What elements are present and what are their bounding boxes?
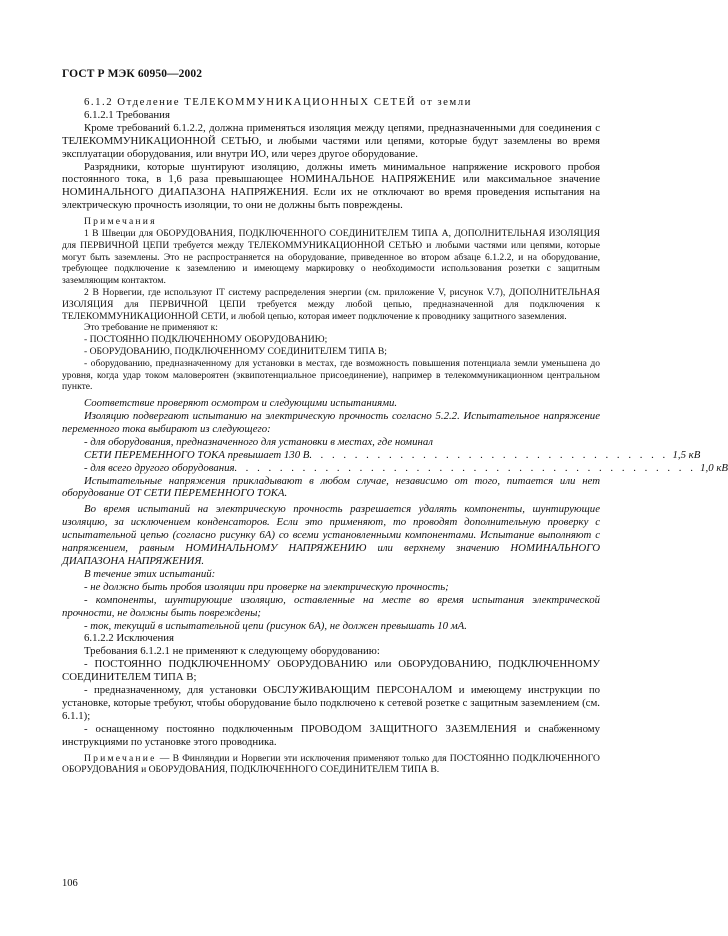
subsection-title: 6.1.2.1 Требования	[84, 108, 170, 121]
compliance-text: В течение этих испытаний:	[84, 567, 216, 580]
compliance-text: - для оборудования, предназначенного для установки в местах, где номинал	[84, 435, 433, 448]
section-heading	[62, 96, 600, 109]
note: 1 В Швеции для ОБОРУДОВАНИЯ, ПОДКЛЮЧЕННОГО СОЕДИНИТЕЛЕМ ТИПА А, ДОПОЛНИТЕЛЬНАЯ ИЗОЛЯЦИЯ для ПЕРВИЧНОЙ ЦЕПИ требуется между ТЕЛЕКОММУНИКАЦИОННОЙ СЕТЬЮ и любыми частями или цепями, которые могут быть заземлены. Это не распространяется на оборудование, приведенное во втором абзаце 6.1.2.2, и на оборудование, требующее подключение к заземлению и имеющему маркировку о необходимости использования розетки с защитным заземляющим контактом.	[62, 227, 600, 287]
note-line: - оборудованию, предназначенному для установки в местах, где возможность повышения потенциала земли уменьшена до уровня, когда удар током маловероятен (эквипотенциальное присоединение), например в телекоммуникационном центральном пункте.	[62, 357, 600, 393]
voltage-row-value: 1,5 кВ	[672, 448, 701, 461]
compliance-text: - ток, текущий в испытательной цепи (рисунок 6А), не должен превышать 10 мА.	[84, 619, 467, 632]
compliance-text: Испытательные напряжения прикладывают в любом случае, независимо от того, питается или нет оборудование ОТ СЕТИ ПЕРЕМЕННОГО ТОКА.	[62, 474, 600, 500]
note-line: Это требование не применяют к:	[84, 322, 218, 334]
note: 2 В Норвегии, где используют IT систему распределения энергии (см. приложение V, рисунок V.7), ДОПОЛНИТЕЛЬНАЯ ИЗОЛЯЦИЯ для ПЕРВИЧНОЙ ЦЕПИ требуется между любой цепью, предназначенной для подключения к ТЕЛЕКОММУНИКАЦИОННОЙ СЕТИ, и любой цепью, которая имеет подключение к проводнику защитного заземления.	[62, 286, 600, 322]
section-number: 6.1.2	[84, 96, 114, 108]
voltage-row-label: - для всего другого оборудования	[84, 461, 235, 474]
compliance-text: Соответствие проверяют осмотром и следующими испытаниями.	[84, 397, 398, 410]
voltage-row-value: 1,0 кВ	[700, 461, 728, 474]
compliance-text: - компоненты, шунтирующие изоляцию, оставленные на месте во время испытания электрической прочности, не должны быть повреждены;	[62, 593, 600, 619]
voltage-row	[62, 448, 701, 462]
paragraph: - ПОСТОЯННО ПОДКЛЮЧЕННОМУ ОБОРУДОВАНИЮ или ОБОРУДОВАНИЮ, ПОДКЛЮЧЕННОМУ СОЕДИНИТЕЛЕМ ТИПА В;	[62, 658, 600, 684]
compliance-text: Во время испытаний на электрическую прочность разрешается удалять компоненты, шунтирующие изоляцию, за исключением конденсаторов. Если это применяют, то проводят дополнительную проверку с испытательной цепью (согласно рисунку 6А) со всеми установленными компонентами. Испытание выполняют с напряжением, равным НОМИНАЛЬНОМУ НАПРЯЖЕНИЮ или верхнему значению НОМИНАЛЬНОГО ДИАПАЗОНА НАПРЯЖЕНИЯ.	[62, 503, 600, 567]
paragraph: Разрядники, которые шунтируют изоляцию, должны иметь минимальное напряжение искрового пробоя постоянного тока, в 1,6 раза превышающее НОМИНАЛЬНОЕ НАПРЯЖЕНИЕ или максимальное значение НОМИНАЛЬНОГО ДИАПАЗОНА НАПРЯЖЕНИЯ. Если их не отключают во время проведения испытания на электрическую прочность изоляции, то они не должны быть повреждены.	[62, 160, 600, 212]
page-content	[62, 96, 728, 776]
final-note-text: — В Финляндии и Норвегии эти исключения применяют только для ПОСТОЯННО ПОДКЛЮЧЕННОГО ОБОРУДОВАНИЯ и ОБОРУДОВАНИЯ, ПОДКЛЮЧЕННОГО СОЕДИНИТЕЛЕМ ТИПА В.	[62, 752, 600, 776]
page-number: 106	[62, 878, 78, 889]
subsection-title: 6.1.2.2 Исключения	[84, 632, 175, 645]
final-note-title: Примечание	[84, 752, 157, 764]
paragraph: Кроме требований 6.1.2.2, должна применяться изоляция между цепями, предназначенными для соединения с ТЕЛЕКОММУНИКАЦИОННОЙ СЕТЬЮ, и любыми частями или цепями, которые будут заземлены во время эксплуатации оборудования, или внутри ИО, или через другое оборудование.	[62, 121, 600, 160]
dot-leader: . . . . . . . . . . . . . . . . . . . . . . . . . . . . . . . .	[309, 448, 669, 461]
notes-title: Примечания	[84, 216, 157, 228]
note-line: - ПОСТОЯННО ПОДКЛЮЧЕННОМУ ОБОРУДОВАНИЮ;	[84, 334, 328, 346]
voltage-row	[62, 461, 728, 475]
final-note	[62, 753, 600, 777]
note-line: - ОБОРУДОВАНИЮ, ПОДКЛЮЧЕННОМУ СОЕДИНИТЕЛЕМ ТИПА В;	[84, 345, 387, 357]
dot-leader: . . . . . . . . . . . . . . . . . . . . . . . . . . . . . . . . . . . . . . . . .	[234, 461, 697, 474]
paragraph: - предназначенному, для установки ОБСЛУЖИВАЮЩИМ ПЕРСОНАЛОМ и имеющему инструкции по установке, которые требуют, чтобы оборудование было подключено к сетевой розетке с защитным заземлением (см. 6.1.1);	[62, 684, 600, 722]
document-header: ГОСТ Р МЭК 60950—2002	[62, 68, 203, 80]
compliance-text: Изоляцию подвергают испытанию на электрическую прочность согласно 5.2.2. Испытательное напряжение переменного тока выбирают из следующего:	[62, 410, 600, 435]
paragraph: Требования 6.1.2.1 не применяют к следующему оборудованию:	[84, 645, 380, 658]
section-title: Отделение ТЕЛЕКОММУНИКАЦИОННЫХ СЕТЕЙ от земли	[117, 96, 472, 108]
paragraph: - оснащенному постоянно подключенным ПРОВОДОМ ЗАЩИТНОГО ЗАЗЕМЛЕНИЯ и снабженному инструкциями по установке этого проводника.	[62, 722, 600, 748]
voltage-row-label: СЕТИ ПЕРЕМЕННОГО ТОКА превышает 130 В	[84, 448, 310, 461]
compliance-text: - не должно быть пробоя изоляции при проверке на электрическую прочность;	[84, 580, 449, 593]
